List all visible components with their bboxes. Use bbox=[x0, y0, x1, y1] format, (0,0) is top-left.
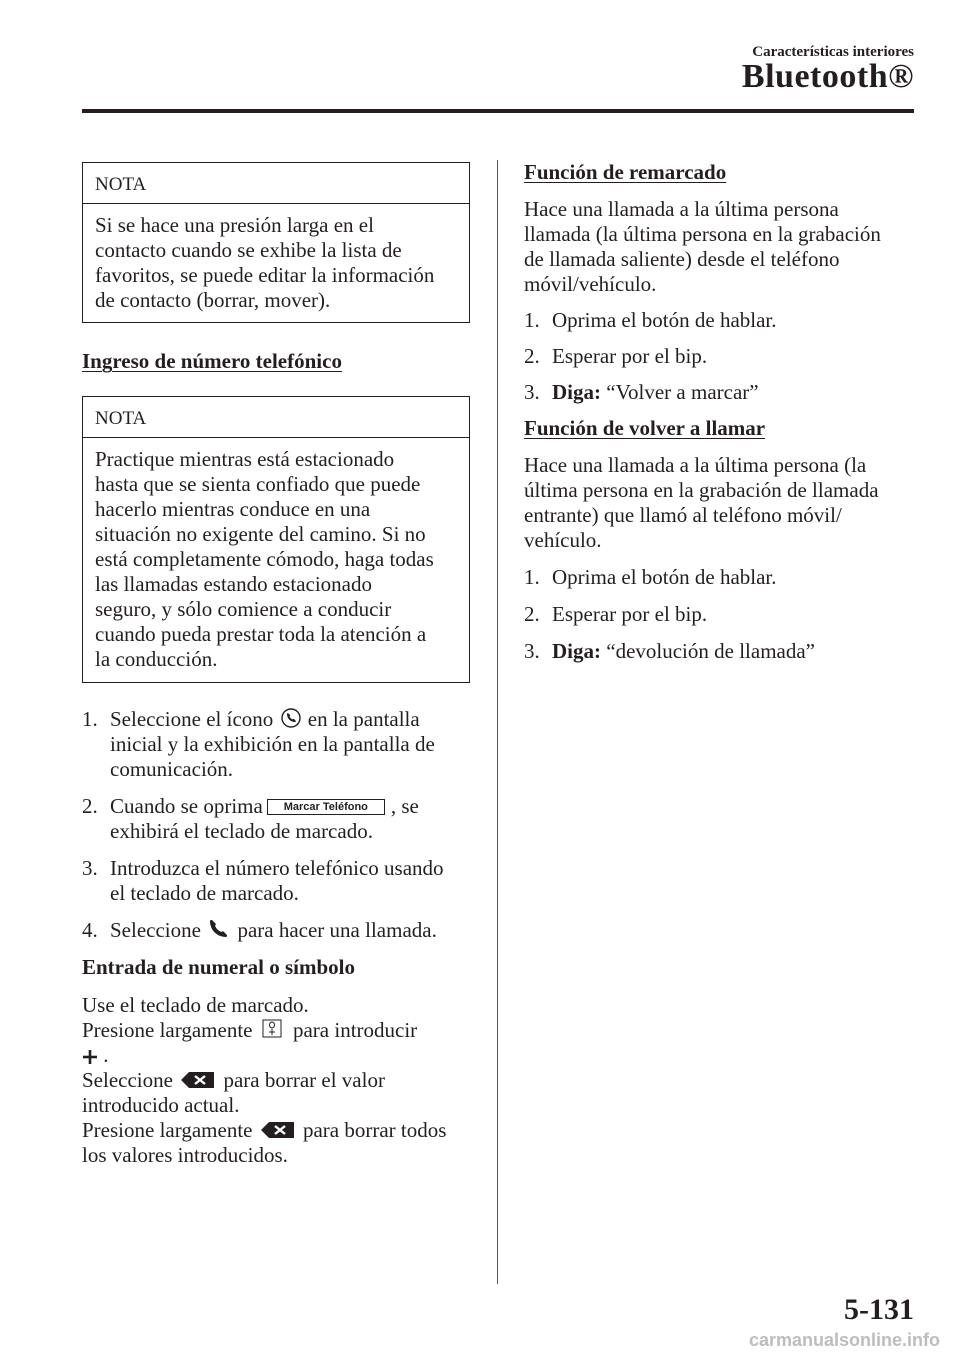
section-heading-symbol-entry: Entrada de numeral o símbolo bbox=[82, 955, 356, 979]
body-line: móvil/vehículo. bbox=[524, 272, 657, 296]
redial-steps bbox=[524, 308, 919, 405]
note-label: NOTA bbox=[83, 397, 469, 438]
step-number: 2. bbox=[524, 602, 540, 626]
step-text: en la pantalla bbox=[307, 707, 420, 731]
body-line: llamada (la última persona en la grabación bbox=[524, 222, 881, 246]
callback-steps bbox=[524, 565, 919, 664]
note-line: la conducción. bbox=[95, 647, 218, 671]
note-line: favoritos, se puede editar la información bbox=[95, 263, 435, 287]
column-divider bbox=[497, 160, 498, 1284]
step-text: exhibirá el teclado de marcado. bbox=[110, 819, 373, 843]
step-2 bbox=[524, 602, 919, 627]
section-heading-phone-entry: Ingreso de número telefónico bbox=[82, 349, 342, 373]
section-heading-callback: Función de volver a llamar bbox=[524, 416, 766, 440]
left-column bbox=[82, 162, 470, 1168]
note-line: seguro, y sólo comience a conducir bbox=[95, 597, 392, 621]
step-text: Seleccione bbox=[110, 918, 201, 942]
step-number: 1. bbox=[524, 565, 540, 589]
section-title: Características interiores bbox=[752, 44, 914, 60]
plus-icon bbox=[82, 1047, 98, 1065]
header-rule bbox=[82, 109, 914, 113]
step-3 bbox=[82, 856, 470, 906]
phone-entry-steps bbox=[82, 707, 470, 943]
note-line: hasta que se sienta confiado que puede bbox=[95, 472, 421, 496]
step-text: Cuando se oprima bbox=[110, 794, 263, 818]
note-box-favorites bbox=[82, 162, 470, 323]
step-text: Oprima el botón de hablar. bbox=[552, 565, 777, 589]
step-1 bbox=[82, 707, 470, 782]
voice-command: “devolución de llamada” bbox=[606, 639, 815, 663]
step-number: 2. bbox=[524, 344, 540, 368]
note-line: las llamadas estando estacionado bbox=[95, 572, 372, 596]
step-text: Seleccione el ícono bbox=[110, 707, 274, 731]
say-label: Diga: bbox=[552, 380, 601, 404]
callback-description bbox=[524, 453, 919, 553]
note-line: hacerlo mientras conduce en una bbox=[95, 497, 371, 521]
body-line: introducido actual. bbox=[82, 1093, 240, 1117]
step-2 bbox=[524, 344, 919, 369]
body-line: vehículo. bbox=[524, 528, 602, 552]
step-text: comunicación. bbox=[110, 757, 234, 781]
step-text: Esperar por el bip. bbox=[552, 602, 708, 626]
step-text: Oprima el botón de hablar. bbox=[552, 308, 777, 332]
right-column bbox=[524, 160, 919, 664]
body-text: . bbox=[103, 1043, 109, 1067]
body-line: Use el teclado de marcado. bbox=[82, 993, 309, 1017]
step-text: , se bbox=[390, 794, 419, 818]
step-text: Esperar por el bip. bbox=[552, 344, 708, 368]
step-text: para hacer una llamada. bbox=[237, 918, 437, 942]
step-1 bbox=[524, 565, 919, 590]
zero-plus-key-icon bbox=[258, 1018, 288, 1040]
phone-call-icon bbox=[206, 918, 232, 940]
page-number: 5-131 bbox=[844, 1293, 914, 1326]
marcar-telefono-button-graphic: Marcar Teléfono bbox=[267, 799, 385, 815]
watermark: carmanualsonline.info bbox=[748, 1330, 940, 1350]
step-text: el teclado de marcado. bbox=[110, 881, 299, 905]
step-number: 4. bbox=[82, 918, 98, 942]
step-2 bbox=[82, 794, 470, 844]
step-number: 3. bbox=[82, 856, 98, 880]
step-3 bbox=[524, 639, 919, 664]
step-number: 1. bbox=[82, 707, 98, 731]
note-line: de contacto (borrar, mover). bbox=[95, 288, 331, 312]
backspace-icon bbox=[258, 1120, 298, 1140]
say-label: Diga: bbox=[552, 639, 601, 663]
step-text: Introduzca el número telefónico usando bbox=[110, 856, 444, 880]
redial-description bbox=[524, 197, 919, 297]
backspace-icon bbox=[178, 1070, 218, 1090]
note-line: cuando pueda prestar toda la atención a bbox=[95, 622, 427, 646]
body-text: Presione largamente bbox=[82, 1118, 253, 1142]
note-label: NOTA bbox=[83, 163, 469, 204]
note-text bbox=[83, 438, 469, 682]
body-line: entrante) que llamó al teléfono móvil/ bbox=[524, 503, 842, 527]
body-text: para introducir bbox=[292, 1018, 418, 1042]
note-line: Si se hace una presión larga en el bbox=[95, 213, 374, 237]
voice-command: “Volver a marcar” bbox=[606, 380, 759, 404]
body-line: de llamada saliente) desde el teléfono bbox=[524, 247, 840, 271]
step-3 bbox=[524, 380, 919, 405]
note-line: situación no exigente del camino. Si no bbox=[95, 522, 426, 546]
step-text: inicial y la exhibición en la pantalla de bbox=[110, 732, 435, 756]
symbol-entry-text bbox=[82, 993, 470, 1168]
body-line: los valores introducidos. bbox=[82, 1143, 288, 1167]
body-text: Presione largamente bbox=[82, 1018, 253, 1042]
note-box-safety bbox=[82, 396, 470, 683]
note-text bbox=[83, 204, 469, 322]
step-number: 1. bbox=[524, 308, 540, 332]
body-line: última persona en la grabación de llamada bbox=[524, 478, 879, 502]
step-number: 3. bbox=[524, 639, 540, 663]
step-number: 2. bbox=[82, 794, 98, 818]
note-line: contacto cuando se exhibe la lista de bbox=[95, 238, 402, 262]
step-4 bbox=[82, 918, 470, 943]
page-title: Bluetooth® bbox=[741, 58, 914, 95]
body-text: para borrar el valor bbox=[223, 1068, 385, 1092]
step-number: 3. bbox=[524, 380, 540, 404]
body-text: para borrar todos bbox=[302, 1118, 447, 1142]
body-text: Seleccione bbox=[82, 1068, 173, 1092]
step-1 bbox=[524, 308, 919, 333]
section-heading-redial: Función de remarcado bbox=[524, 160, 727, 184]
note-line: Practique mientras está estacionado bbox=[95, 447, 395, 471]
phone-screen-icon bbox=[279, 707, 303, 729]
body-line: Hace una llamada a la última persona (la bbox=[524, 453, 867, 477]
body-line: Hace una llamada a la última persona bbox=[524, 197, 839, 221]
note-line: está completamente cómodo, haga todas bbox=[95, 547, 434, 571]
